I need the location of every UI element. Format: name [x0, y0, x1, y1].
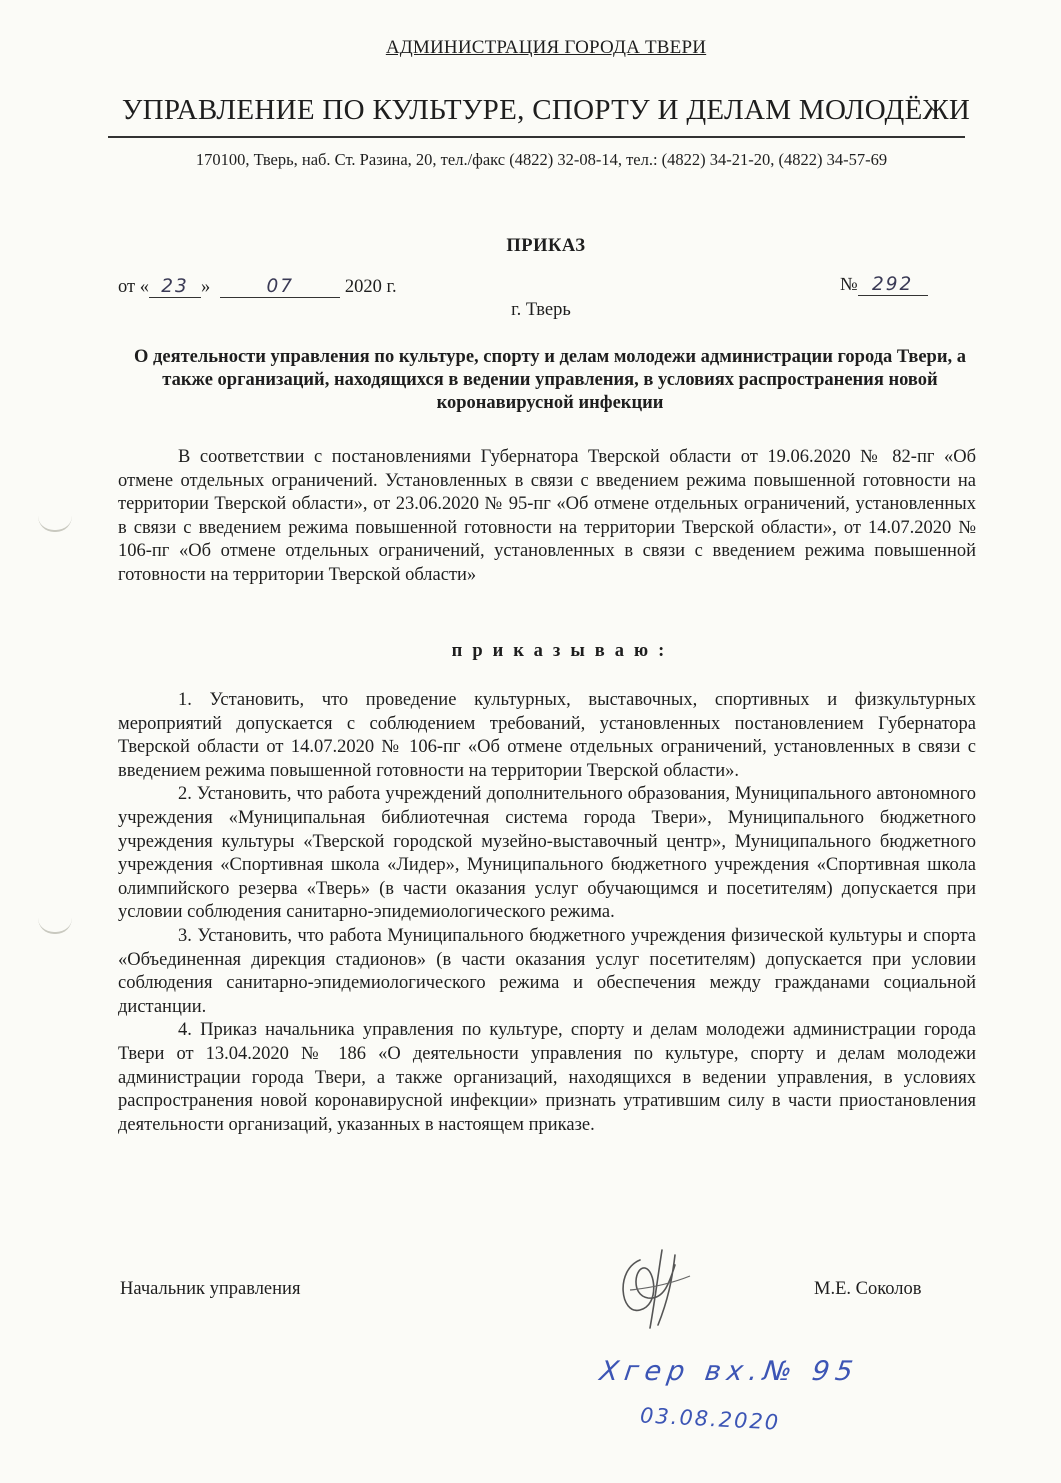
- order-item-4: 4. Приказ начальника управления по культуре, спорту и делам молодежи администрации города Твери от 13.04.2020 № 186 «О деятельности управления по культуре, спорту и делам молодежи администрации города Твери, а также организаций, находящихся в ведении управления, в условиях распространения новой коронавирусной инфекции» признать утратившим силу в части приостановления деятельности организаций, указанных в настоящем приказе.: [118, 1020, 976, 1135]
- signatory-position: Начальник управления: [120, 1279, 301, 1299]
- incoming-registration-mark: Хгер вх.№ 95: [597, 1356, 861, 1387]
- punch-hole-mark: [38, 516, 72, 532]
- decree-word: приказываю:: [451, 641, 675, 661]
- order-items: [118, 689, 976, 1137]
- issuer-admin: АДМИНИСТРАЦИЯ ГОРОДА ТВЕРИ: [385, 37, 707, 58]
- issuer-department: УПРАВЛЕНИЕ ПО КУЛЬТУРЕ, СПОРТУ И ДЕЛАМ МОЛОДЁЖИ: [121, 94, 971, 126]
- order-item-3: 3. Установить, что работа Муниципального бюджетного учреждения физической культуры и спорта «Объединенная дирекция стадионов» (в части оказания услуг посетителям) допускается при условии соблюдения санитарно-эпидемиологического режима и обеспечения между гражданами социальной дистанции.: [118, 925, 976, 1017]
- date-mid: »: [200, 277, 211, 297]
- order-subject: О деятельности управления по культуре, спорту и делам молодежи администрации города Твери, а также организаций, находящихся в ведении управления, в условиях распространения новой коронавирусной инфекции: [134, 347, 966, 413]
- document-title: ПРИКАЗ: [506, 236, 586, 256]
- number-prefix: №: [840, 275, 858, 295]
- date-prefix: от «: [118, 277, 149, 297]
- order-item-2: 2. Установить, что работа учреждений дополнительного образования, Муниципального автономного учреждения «Муниципальная библиотечная система города Твери», Муниципального бюджетного учреждения культуры «Тверской городской музейно-выставочный центр», Муниципального бюджетного учреждения «Спортивная школа «Лидер», Муниципального бюджетного учреждения «Спортивная школа олимпийского резерва «Тверь» (в части оказания услуг обучающимся и посетителям) допускается при условии соблюдения санитарно-эпидемиологического режима.: [118, 784, 976, 923]
- issuer-address: 170100, Тверь, наб. Ст. Разина, 20, тел./факс (4822) 32-08-14, тел.: (4822) 34-21-20, (4822) 34-57-69: [195, 150, 888, 169]
- preamble-paragraph: В соответствии с постановлениями Губернатора Тверской области от 19.06.2020 № 82-пг «Об отмене отдельных ограничений. Установленных в связи с введением режима повышенной готовности на территории Тверской области», от 23.06.2020 № 95-пг «Об отмене отдельных ограничений, установленных в связи с введением режима повышенной готовности на территории Тверской области», от 14.07.2020 № 106-пг «Об отмене отдельных ограничений, установленных в связи с введением режима повышенной готовности на территории Тверской области»: [118, 447, 976, 585]
- date-year: 2020 г.: [344, 277, 397, 297]
- signatory-name: М.Е. Соколов: [814, 1279, 922, 1299]
- incoming-registration-date: 03.08.2020: [639, 1403, 781, 1435]
- order-city: г. Тверь: [511, 300, 571, 320]
- number-value: 292: [858, 274, 928, 296]
- header-divider: [108, 136, 965, 138]
- order-item-1: 1. Установить, что проведение культурных, выставочных, спортивных и физкультурных мероприятий допускается с соблюдением требований, установленных постановлением Губернатора Тверской области от 14.07.2020 № 106-пг «Об отмене отдельных ограничений, установленных в связи с введением режима повышенной готовности на территории Тверской области».: [118, 690, 976, 781]
- date-month: 07: [220, 276, 340, 298]
- punch-hole-mark: [38, 918, 72, 934]
- order-date: [118, 276, 397, 298]
- date-day: 23: [149, 276, 201, 298]
- order-number: [840, 274, 928, 296]
- handwritten-signature: [600, 1240, 710, 1330]
